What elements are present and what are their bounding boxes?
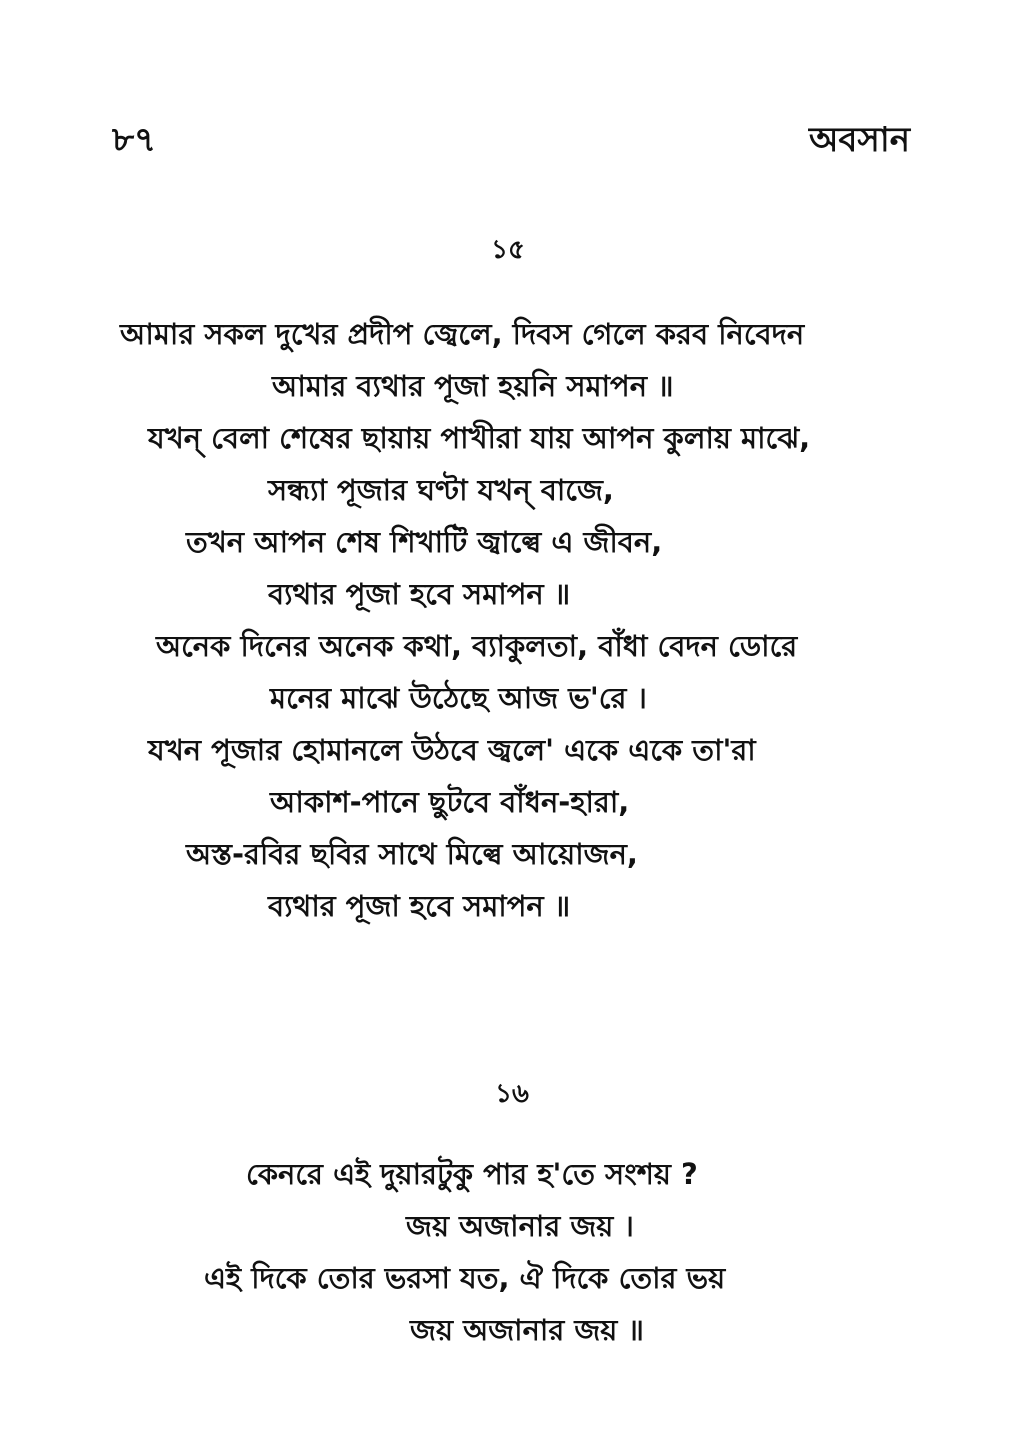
verse-line: অস্ত-রবির ছবির সাথে মিল্বে আয়োজন, (186, 837, 638, 871)
verse-line: যখন্ বেলা শেষের ছায়ায় পাখীরা যায় আপন কুলায় মাঝে, (148, 421, 811, 455)
verse-line: কেনরে এই দুয়ারটুকু পার হ'তে সংশয় ? (246, 1157, 698, 1191)
verse-line: ব্যথার পূজা হবে সমাপন ॥ (268, 889, 571, 923)
verse-line: আমার সকল দুখের প্রদীপ জ্বেলে, দিবস গেলে করব নিবেদন (120, 317, 805, 351)
verse-line: তখন আপন শেষ শিখাটি জ্বাল্বে এ জীবন, (186, 525, 663, 559)
verse-line: জয় অজানার জয় ॥ (410, 1313, 644, 1347)
verse-line: এই দিকে তোর ভরসা যত, ঐ দিকে তোর ভয় (204, 1261, 726, 1295)
verse-line: মনের মাঝে উঠেছে আজ ভ'রে । (270, 681, 647, 715)
verse-line: অনেক দিনের অনেক কথা, ব্যাকুলতা, বাঁধা বেদন ডোরে (156, 629, 798, 663)
verse-line: যখন পূজার হোমানলে উঠবে জ্বলে' একে একে তা'রা (148, 733, 756, 767)
verse-line: সন্ধ্যা পূজার ঘণ্টা যখন্ বাজে, (268, 473, 614, 507)
verse-line: আকাশ-পানে ছুটবে বাঁধন-হারা, (270, 785, 630, 819)
poem-number: ১৬ (495, 1079, 529, 1109)
running-title: অবসান (809, 120, 910, 160)
poem-number: ১৫ (491, 235, 525, 265)
verse-line: জয় অজানার জয় । (406, 1209, 634, 1243)
verse-line: আমার ব্যথার পূজা হয়নি সমাপন ॥ (272, 369, 674, 403)
verse-line: ব্যথার পূজা হবে সমাপন ॥ (268, 577, 571, 611)
page-number: ৮৭ (112, 120, 157, 160)
